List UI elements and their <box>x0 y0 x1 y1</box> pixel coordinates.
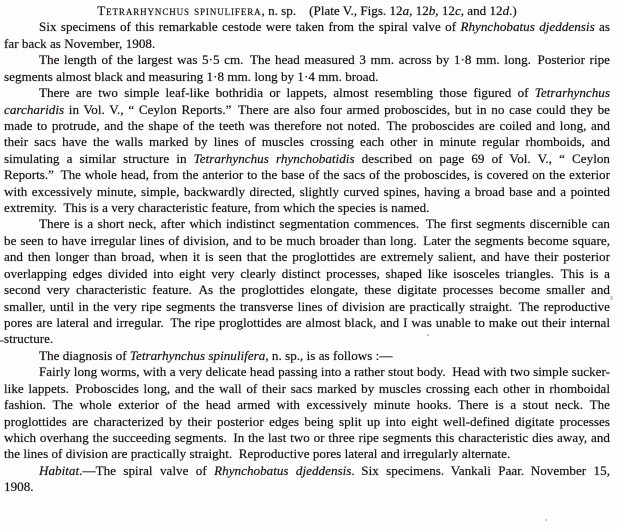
para-habitat <box>4 463 610 496</box>
text-segment: Six specimens of this remarkable cestode were taken from the spiral valve of <box>39 19 461 35</box>
text-segment: Tetrarhynchus spinulifera <box>97 3 262 18</box>
text-segment: c <box>454 3 461 18</box>
text-segment: , 12 <box>435 3 455 18</box>
para-diagnosis-intro <box>4 348 610 364</box>
text-segment: . Six specimens. Vankali Paar. November 15, 1908. <box>4 462 610 495</box>
text-segment: .—The spiral valve of <box>79 462 215 478</box>
text-segment: .) <box>509 3 517 18</box>
text-segment: Rhynchobatus djeddensis <box>460 19 595 35</box>
text-segment: d <box>502 3 510 18</box>
text-segment: Fairly long worms, with a very delicate head passing into a rather stout body. Head with two simple sucker-like lappets. Proboscides long, and the wall of their sacs marked by muscles crossing each other in rhomboidal fashion. The whole exterior of the head armed with excessively minute hooks. There is a stout neck. The proglottides are characterized by their posterior edges being split up into eight well-defined digitate processes which overhang the succeeding segments. In the last two or three ripe segments this characteristic dies away, and the lines of division are practically straight. Reproductive pores lateral and irregularly alternate. <box>4 364 610 462</box>
text-segment: a <box>402 3 410 18</box>
text-segment: in Vol. V., “ Ceylon Reports.” There are also four armed proboscides, but in no case could they be made to protrude, and the shape of the teeth was therefore not noted. The proboscides are coiled and long, and their sacs have the walls marked by lines of muscles crossing each other in minute regular rhomboids, and simulating a similar structure in <box>4 101 610 166</box>
text-segment: The diagnosis of <box>39 347 130 363</box>
text-segment: There are two simple leaf-like bothridia or lappets, almost resembling those figured of <box>39 85 535 101</box>
text-segment: , n. sp. (Plate V., Figs. 12 <box>261 3 403 18</box>
text-segment: as far back as November, 1908. <box>4 19 611 51</box>
para-bothridia <box>4 85 610 216</box>
para-diagnosis <box>4 364 610 463</box>
scan-speck <box>610 296 613 300</box>
text-segment: described on page 69 of Vol. V., “ Ceylon Reports.” The whole head, from the anterior to the base of the sacs of the proboscides, is covered on the exterior with excessively minute, simple, backwardly directed, slightly curved spines, having a broad base and a pointed extremity. This is a very characteristic feature, from which the species is named. <box>4 150 610 216</box>
text-segment: , 12 <box>409 3 429 18</box>
text-segment: Tetrarhynchus spinulifera <box>129 347 266 363</box>
text-segment: Rhynchobatus djeddensis <box>214 462 352 478</box>
text-segment: The length of the largest was 5·5 cm. The head measured 3 mm. across by 1·8 mm. long. Posterior ripe segments almost black and measuring 1·8 mm. long by 1·4 mm. broad. <box>4 52 610 84</box>
text-segment: , and 12 <box>460 3 503 18</box>
text-segment: There is a short neck, after which indistinct segmentation commences. The first segments discernible can be seen to have irregular lines of division, and to be much broader than long. Later the segments become square, and then longer than broad, when it is seen that the proglottides are extremely salient, and have their posterior overlapping edges divided into eight very clearly distinct processes, shaped like isosceles triangles. This is a second very characteristic feature. As the proglottides elongate, these digitate processes become smaller and smaller, until in the very ripe segments the transverse lines of division are practically straight. The reproductive pores are lateral and irregular. The ripe proglottides are almost black, and I was unable to make out their internal structure. <box>4 216 610 347</box>
text-segment: Tetrarhynchus rhynchobatidis <box>193 150 355 166</box>
text-segment: Tetrarhynchus carcharidis <box>4 85 610 117</box>
scan-speck <box>545 519 547 521</box>
species-heading <box>4 3 610 19</box>
document-body <box>4 19 610 495</box>
para-segmentation <box>4 216 610 347</box>
text-segment: b <box>428 3 436 18</box>
para-measurements <box>4 52 610 85</box>
para-specimens <box>4 19 610 52</box>
text-segment: , n. sp., is as follows :— <box>265 347 393 363</box>
text-segment: Habitat <box>39 462 80 478</box>
